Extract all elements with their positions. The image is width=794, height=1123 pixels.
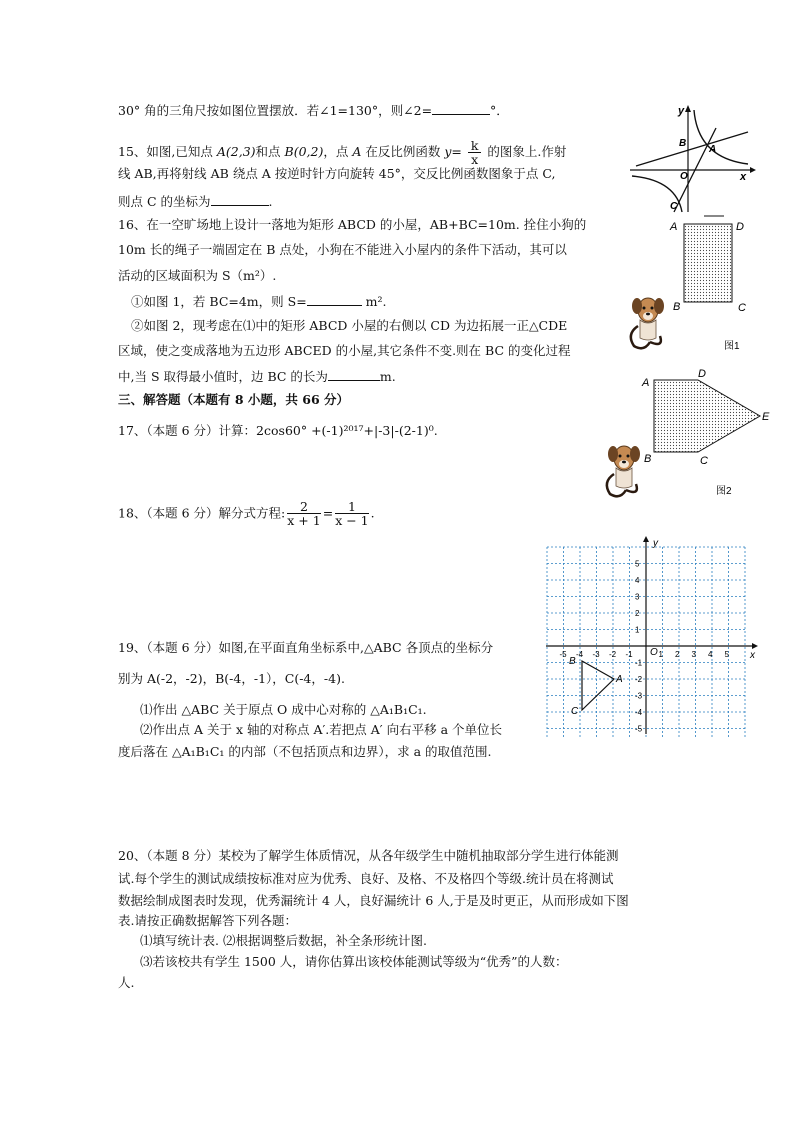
fig2-label-a: A [642,377,650,389]
q14-answer-blank[interactable] [432,102,490,115]
q15-point-b: B(0,2) [284,144,324,159]
q15-text-b: 和点 [255,144,285,159]
fig2-label-c: C [700,455,708,467]
q16-line4-unit: m². [361,294,387,309]
q16-answer-blank-2[interactable] [328,368,380,381]
q15-text-e: 的图象上.作射 [483,144,567,159]
q15-label-a: A [352,144,362,159]
fig2-label-e: E [762,411,770,423]
q15-line2: 线 AB,再将射线 AB 绕点 A 按逆时针方向旋转 45°，交反比例函数图象于点 C, [118,166,556,181]
q15-hyperbola-figure [628,100,758,215]
grid-label-a: A [616,674,623,685]
fig15-label-a: A [709,144,717,155]
q18-n2: 1 [335,500,368,514]
q18-line [118,500,375,534]
q19-line2: 别为 A(-2，-2)，B(-4，-1），C(-4，-4). [118,671,345,686]
grid-x-tick-label: 5 [724,650,729,659]
q20-line6: ⑶若该校共有学生 1500 人，请你估算出该校体能测试等级为“优秀”的人数： [140,954,568,969]
q20-line1: 20、（本题 8 分）某校为了解学生体质情况，从各年级学生中随机抽取部分学生进行体能测 [118,848,619,863]
q19-line3: ⑴作出 △ABC 关于原点 O 成中心对称的 △A₁B₁C₁. [140,702,427,717]
q18-d2: x − 1 [335,513,369,528]
fig2-label-b: B [644,453,652,465]
grid-label-c: C [571,706,579,717]
grid-x-tick-label: -5 [559,650,567,659]
fig1-label-c: C [738,302,746,314]
q19-line5: 度后落在 △A₁B₁C₁ 的内部（不包括顶点和边界），求 a 的取值范围. [118,744,492,759]
fig2-pentagon [636,366,786,501]
q20-line5: ⑴填写统计表. ⑵根据调整后数据，补全条形统计图. [140,933,427,948]
grid-y-tick-label: 1 [635,625,640,635]
q15-text-c: ，点 [323,144,353,159]
fig15-label-o: O [680,171,688,182]
q16-line5: ②如图 2，现考虑在⑴中的矩形 ABCD 小屋的右侧以 CD 为边拓展一正△CDE [131,318,568,333]
grid-x-tick-label: 2 [675,650,680,659]
grid-x-tick-label: 3 [691,650,696,659]
q16-line6: 区域，使之变成落地为五边形 ABCED 的小屋,其它条件不变.则在 BC 的变化过程 [118,343,571,358]
q16-line4-text: ①如图 1，若 BC=4m，则 S= [131,294,307,309]
grid-x-tick-label: -2 [609,650,617,659]
grid-label-y: y [653,538,658,549]
fig15-label-c: C [670,201,678,212]
q15-fraction [468,139,482,166]
q20-line3: 数据绘制成图表时发现，优秀漏统计 4 人，良好漏统计 6 人,于是及时更正，从而形成如下图 [118,893,629,908]
grid-x-tick-label: -3 [592,650,600,659]
q16-line7 [118,368,396,385]
q16-line7-text: 中,当 S 取得最小值时，边 BC 的长为 [118,369,328,384]
grid-x-tick-label: -1 [625,650,633,659]
fig1-label-d: D [736,221,744,233]
q15-frac-num: k [468,139,482,153]
q19-line1: 19、（本题 6 分）如图,在平面直角坐标系中,△ABC 各顶点的坐标分 [118,640,494,655]
q16-line1: 16、在一空旷场地上设计一落地为矩形 ABCD 的小屋，AB+BC=10m. 拴住小狗的 [118,217,587,232]
fig15-label-b: B [679,138,687,149]
grid-y-tick-label: 5 [635,559,640,569]
grid-x-arrow [752,643,758,649]
q14-tail: °． [490,103,509,118]
q15-point-a: A(2,3) [216,144,256,159]
grid-y-tick-label: 2 [635,609,640,618]
q15-answer-blank[interactable] [211,193,269,206]
q18-eq: = [322,505,334,521]
q19-line4: ⑵作出点 A 关于 x 轴的对称点 A′.若把点 A′ 向右平移 a 个单位长 [140,722,502,737]
grid-y-tick-label: 3 [635,592,640,602]
grid-label-x: x [750,650,755,661]
q15-frac-den: x [471,152,479,167]
q15-text-d: 在反比例函数 [361,144,445,159]
q18-frac-2 [335,500,368,527]
fig2-shape [654,380,760,452]
q16-line3: 活动的区域面积为 S（m²）. [118,268,277,283]
q19-coordinate-grid [544,534,764,739]
q16-line2: 10m 长的绳子一端固定在 B 点处，小狗在不能进入小屋内的条件下活动，其可以 [118,242,567,257]
grid-x-tick-label: 4 [708,650,713,659]
q14-line [118,102,509,119]
fig1-rect [684,224,732,302]
grid-y-tick-label: 4 [635,576,640,585]
fig15-y-arrow [685,105,691,112]
q15-line1 [118,139,566,166]
q20-line7: 人. [118,975,135,990]
q16-line4 [131,293,386,310]
q20-line2: 试.每个学生的测试成绩按标准对应为优秀、良好、及格、不及格四个等级.统计员在将测试 [118,871,614,886]
grid-y-tick-label: -1 [635,658,643,668]
grid-label-b: B [569,656,576,667]
fig2-caption: 图2 [716,486,732,497]
q18-d1: x + 1 [287,513,321,528]
q16-line7-unit: m. [379,369,396,384]
section-3-heading: 三、解答题（本题有 8 小题，共 66 分） [118,392,350,407]
fig15-label-y: y [678,105,685,117]
q16-answer-blank-1[interactable] [307,293,362,306]
q15-y: y [444,144,452,159]
q18-n1: 2 [287,500,320,514]
grid-x-tick-labels [560,650,730,659]
q17-line: 17、（本题 6 分）计算：2cos60° +(-1)²⁰¹⁷+|-3|-(2-1)⁰. [118,423,438,438]
fig1-label-a: A [670,221,678,233]
q15-text-a: 15、如图,已知点 [118,144,217,159]
fig2-label-d: D [698,368,706,380]
q18-end: . [370,505,375,521]
q18-frac-1 [287,500,320,527]
q15-eq: = [451,144,466,159]
q14-text: 30° 角的三角尺按如图位置摆放．若∠1=130°，则∠2= [118,103,433,118]
grid-label-origin: O [650,647,658,658]
fig1-label-b: B [673,301,681,313]
grid-y-arrow [643,536,649,542]
q18-text: 18、（本题 6 分）解分式方程: [118,505,286,521]
fig1-caption: 图1 [724,341,740,352]
dog-icon-2 [596,440,652,502]
grid-x-tick-label: -4 [576,650,584,659]
fig15-label-x: x [740,171,747,183]
q20-line4: 表.请按正确数据解答下列各题： [118,913,297,928]
q15-line3-text: 则点 C 的坐标为 [118,194,211,209]
fig15-x-arrow [750,167,756,173]
grid-y-tick-label: -5 [635,724,643,734]
grid-y-tick-label: -4 [635,708,643,717]
fig1-rectangle [660,210,770,360]
dog-icon-1 [620,292,676,354]
grid-y-tick-label: -3 [635,691,643,701]
grid-y-tick-label: -2 [635,675,643,684]
q15-line3: 则点 C 的坐标为 . [118,194,273,209]
grid-x-tick-label: 1 [658,650,663,659]
triangle-abc [582,661,614,710]
